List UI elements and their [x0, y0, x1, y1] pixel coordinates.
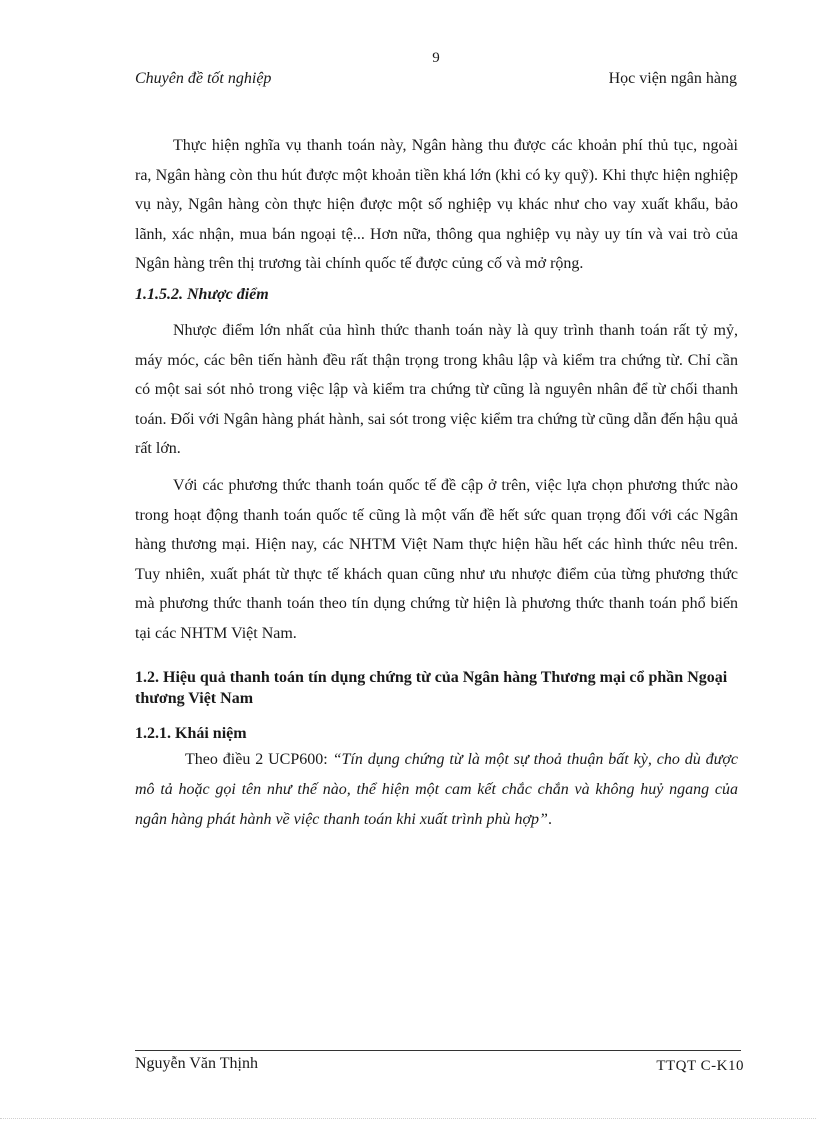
heading-1-2: 1.2. Hiệu quả thanh toán tín dụng chứng từ của Ngân hàng Thương mại cổ phần Ngoại thương Việt Nam [135, 668, 728, 707]
page-bottom-edge [0, 1118, 816, 1119]
header-institution: Học viện ngân hàng [608, 70, 737, 87]
heading-1-2-1: 1.2.1. Khái niệm [135, 724, 247, 742]
document-body [135, 131, 738, 835]
footer-author: Nguyễn Văn Thịnh [135, 1055, 258, 1072]
definition-end: . [547, 810, 552, 828]
footer-divider [135, 1050, 741, 1051]
paragraph-definition [135, 745, 738, 835]
header-thesis-title: Chuyên đề tốt nghiệp [135, 70, 272, 87]
paragraph-disadvantages: Nhược điểm lớn nhất của hình thức thanh toán này là quy trình thanh toán rất tỷ mỷ, máy móc, các bên tiến hành đều rất thận trọng trong khâu lập và kiểm tra chứng từ. Chỉ cần có một sai sót nhỏ trong việc lập và kiểm tra chứng từ cũng là nguyên nhân để từ chối thanh toán. Đối với Ngân hàng phát hành, sai sót trong việc kiểm tra chứng từ cũng dẫn đến hậu quả rất lớn. [135, 321, 738, 458]
paragraph-advantages: Thực hiện nghĩa vụ thanh toán này, Ngân hàng thu được các khoản phí thủ tục, ngoài ra, Ngân hàng còn thu hút được một khoản tiền khá lớn (khi có ky quỹ). Khi thực hiện nghiệp vụ này, Ngân hàng còn thực hiện được một số nghiệp vụ khác như cho vay xuất khẩu, bảo lãnh, xác nhận, mua bán ngoại tệ... Hơn nữa, thông qua nghiệp vụ này uy tín và vai trò của Ngân hàng trên thị trương tài chính quốc tế được củng cố và mở rộng. [135, 137, 738, 273]
footer-class-code: TTQT C-K10 [656, 1058, 744, 1074]
paragraph-payment-methods: Với các phương thức thanh toán quốc tế đề cập ở trên, việc lựa chọn phương thức nào trong hoạt động thanh toán quốc tế cũng là một vấn đề hết sức quan trọng đối với các Ngân hàng thương mại. Hiện nay, các NHTM Việt Nam thực hiện hầu hết các hình thức nêu trên. Tuy nhiên, xuất phát từ thực tế khách quan cũng như ưu nhược điểm của từng phương thức mà phương thức thanh toán theo tín dụng chứng từ hiện là phương thức thanh toán phổ biến tại các NHTM Việt Nam. [135, 476, 738, 642]
definition-quote: “Tín dụng chứng từ là một sự thoả thuận bất kỳ, cho dù được mô tả hoặc gọi tên như thế nào, thể hiện một cam kết chắc chắn và không huỷ ngang của ngân hàng phát hành về việc thanh toán khi xuất trình phù hợp” [135, 750, 738, 828]
heading-1-1-5-2: 1.1.5.2. Nhược điểm [135, 285, 269, 303]
definition-lead: Theo điều 2 UCP600: [185, 750, 333, 768]
page-number: 9 [432, 50, 440, 66]
